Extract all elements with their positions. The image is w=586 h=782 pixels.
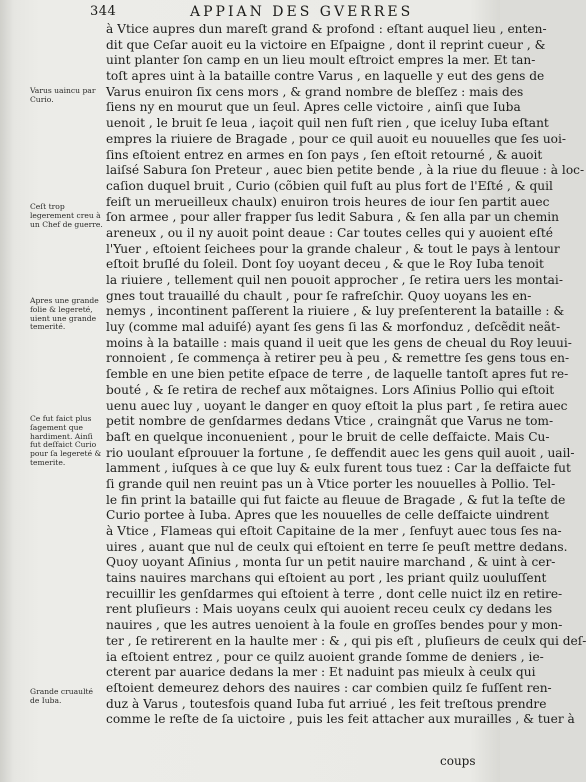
text-line: toſt apres uint à la bataille contre Varus , en laquelle y eut des gens de xyxy=(106,69,545,84)
body-text xyxy=(106,22,586,728)
text-line: ſon armee , pour aller frapper ſus ledit Sabura , & ſen alla par un chemin xyxy=(106,210,560,225)
text-line: ia eſtoient entrez , pour ce quilz auoient grande ſomme de deniers , ie- xyxy=(106,649,544,664)
text-line: Quoy uoyant Aſinius , monta ſur un petit nauire marchand , & uint à cer- xyxy=(106,555,556,570)
text-line: à Vtice , Flameas qui eſtoit Capitaine de la mer , ſenfuyt auec tous ſes na- xyxy=(106,524,562,538)
margin-note: Ceſt trop legerement creu à un Chef de guerre. xyxy=(30,202,103,229)
text-line: nemys , incontinent paſſerent la riuiere , & luy preſenterent la bataille : & xyxy=(106,304,565,319)
text-line: comme le reſte de ſa uictoire , puis les feit attacher aux murailles , & tuer à xyxy=(106,712,575,727)
text-line: areneux , ou il ny auoit point deaue : Car toutes celles qui y auoient eſté xyxy=(106,225,554,240)
text-line: ſins eſtoient entrez en armes en ſon pays , ſen eſtoit retourné , & auoit xyxy=(106,147,543,162)
text-line: eſtoit bruſlé du ſoleil. Dont ſoy uoyant deceu , & que le Roy Iuba tenoit xyxy=(106,257,544,272)
margin-note: Ce fut faict plus ſagement que hardiment. Ainſi fut deſfaict Curio pour ſa legereté & temerite. xyxy=(30,414,102,467)
text-line: empres la riuiere de Bragade , pour ce quil auoit eu nouuelles que ſes uoi- xyxy=(106,131,567,146)
text-line: uires , auant que nul de ceulx qui eſtoient en terre ſe peuſt mettre dedans. xyxy=(106,539,568,554)
text-line: dit que Ceſar auoit eu la victoire en Eſpaigne , dont il reprint cueur , & xyxy=(106,37,546,52)
text-line: uenu auec luy , uoyant le danger en quoy eſtoit la plus part , ſe retira auec xyxy=(106,398,568,413)
text-line: Curio portee à Iuba. Apres que les nouuelles de celle deſfaicte uindrent xyxy=(106,508,549,523)
text-line: ſemble en une bien petite eſpace de terre , de laquelle tantoſt apres fut re- xyxy=(106,367,569,382)
text-line: ter , ſe retirerent en la haulte mer : & , qui pis eſt , pluſieurs de ceulx qui deſ- xyxy=(106,633,586,648)
text-line: ſi grande quil nen reuint pas un à Vtice porter les nouuelles à Pollio. Tel- xyxy=(106,476,556,491)
text-line: baſt en quelque inconuenient , pour le bruit de celle deſfaicte. Mais Cu- xyxy=(106,429,550,444)
page-header xyxy=(0,4,500,22)
text-line: uenoit , le bruit ſe leua , iaçoit quil nen fuſt rien , que iceluy Iuba eſtant xyxy=(106,116,549,131)
text-line: gnes tout trauaillé du chault , pour ſe rafreſchir. Quoy uoyans les en- xyxy=(106,288,532,303)
text-line: moins à la bataille : mais quand il ueit que les gens de cheual du Roy leuui- xyxy=(106,335,572,350)
text-line: uint planter ſon camp en un lieu moult eſtroict empres la mer. Et tan- xyxy=(106,53,536,68)
text-line: lamment , iuſques à ce que luy & eulx furent tous tuez : Car la deſfaicte fut xyxy=(106,461,571,476)
text-line: petit nombre de genſdarmes dedans Vtice , craingnãt que Varus ne tom- xyxy=(106,414,554,429)
text-line: recuillir les genſdarmes qui eſtoient à terre , dont celle nuict ilz en retire- xyxy=(106,586,563,601)
margin-note: Varus uaincu par Curio. xyxy=(30,86,96,104)
text-line: l'Yuer , eſtoient ſeichees pour la grande chaleur , & tout le pays à lentour xyxy=(106,241,560,256)
text-line: caſion duquel bruit , Curio (cõbien quil fuſt au plus fort de l'Eſté , & quil xyxy=(106,178,553,193)
text-line: laiſsé Sabura ſon Preteur , auec bien petite bende , à la riue du fleuue : à loc- xyxy=(106,163,585,178)
text-line: bouté , & ſe retira de rechef aux mõtaignes. Lors Aſinius Pollio qui eſtoit xyxy=(106,382,555,397)
text-line: cterent par auarice dedans la mer : Et naduint pas mieulx à ceulx qui xyxy=(106,665,536,680)
text-line: ſiens ny en mourut que un ſeul. Apres celle victoire , ainſi que Iuba xyxy=(106,100,521,115)
text-line: rio uoulant eſprouuer la fortune , ſe deffendit auec les gens quil auoit , uail- xyxy=(106,445,575,460)
running-head: APPIAN DES GVERRES xyxy=(190,4,414,20)
text-line: duz à Varus , toutesfois quand Iuba fut arriué , les feit treſtous prendre xyxy=(106,696,547,711)
text-line: ronnoient , ſe commença à retirer peu à peu , & remettre ſes gens tous en- xyxy=(106,351,570,366)
text-line: luy (comme mal aduiſé) ayant ſes gens ſi las & morfonduz , deſcẽdit neãt- xyxy=(106,320,561,335)
catchword: coups xyxy=(440,754,476,768)
text-line: nauires , que les autres uenoient à la foule en groſſes bendes pour y mon- xyxy=(106,618,563,633)
text-line: le fin print la bataille qui fut faicte au fleuue de Bragade , & fut la teſte de xyxy=(106,492,566,507)
margin-note: Apres une grande folie & legereté, uient une grande temerité. xyxy=(30,296,99,332)
text-line: la riuiere , tellement quil nen pouoit approcher , ſe retira uers les montai- xyxy=(106,273,563,287)
text-line: à Vtice aupres dun mareſt grand & profond : eſtant auquel lieu , enten- xyxy=(106,22,547,36)
text-line: Varus enuiron ſix cens mors , & grand nombre de bleſſez : mais des xyxy=(106,84,524,99)
text-line: tains nauires marchans qui eſtoient au port , les priant quilz uouluſſent xyxy=(106,571,547,586)
text-line: rent pluſieurs : Mais uoyans ceulx qui auoient receu ceulx cy dedans les xyxy=(106,602,553,617)
text-line: eſtoient demeurez dehors des nauires : car combien quilz ſe fuſſent ren- xyxy=(106,680,552,695)
text-line: feiſt un merueilleux chaulx) enuiron trois heures de iour ſen partit auec xyxy=(106,194,550,209)
page-number: 344 xyxy=(90,4,117,19)
margin-note: Grande cruaulté de Iuba. xyxy=(30,687,94,705)
